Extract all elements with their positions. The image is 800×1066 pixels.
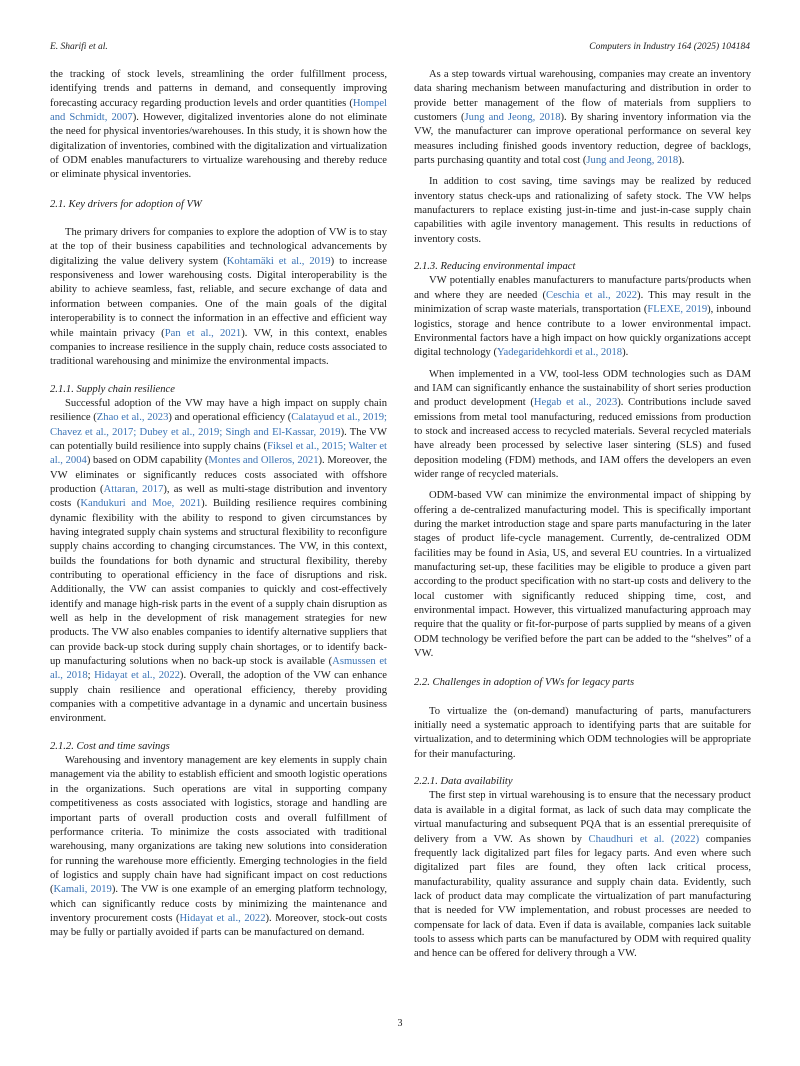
citation-link[interactable]: Hegab et al., 2023 (533, 397, 618, 409)
citation-link[interactable]: Kamali, 2019 (53, 884, 112, 896)
subsection-heading: 2.1.1. Supply chain resilience (50, 383, 175, 395)
section-heading: 2.2. Challenges in adoption of VWs for legacy parts (414, 677, 635, 689)
paragraph: The first step in virtual warehousing is to ensure that the necessary product data is available in a digital format, as lack of such data may complicate the virtual manufacturing and subsequent PQA that is an essential prerequisite of delivery from a VW. As shown by Chaudhuri et al. (2022) companies frequently lack digitalized part files for legacy parts. And even where such digitalized part files are found, they often lack critical process, manufacturability, quality assurance and supply chain data. Evidently, such lack of product data may complicate the virtualization of part manufacturing that is needed for VW implementation, and robust processes are needed to compensate for lack of data. Even if data is available, companies lack suitable tools to assess which parts can be manufactured by ODM with required quality and hence can be offered for delivery through a VW. (414, 790, 752, 960)
paragraph: Successful adoption of the VW may have a high impact on supply chain resilience (Zhao et al., 2023) and operational efficiency (Calatayud et al., 2019; Chavez et al., 2017; Dubey et al., 2019; Singh and El-Kassar, 2019). The VW can potentially build resilience into supply chains (Fiksel et al., 2015; Walter et al., 2004) based on ODM capability (Montes and Olleros, 2021). Moreover, the VW eliminates or significantly reduces costs associated with offshore production (Attaran, 2017), as well as multi-stage distribution and inventory costs (Kandukuri and Moe, 2021). Building resilience requires combining dynamic flexibility with the ability to respond to given circumstances by having integrated supply chain systems and structural flexibility to reconfigure supply chains according to changing circumstances. The VW, in this context, builds the foundations for both dynamic and structural flexibility, thereby contributing to operational efficiency in the face of disruptions and risk. Additionally, the VW can assist companies to quickly and cost-effectively identify and manage high-risk parts in the event of a supply chain disruption as well as help in the development of risk management strategies for new products. The VW also enables companies to identify alternative suppliers that can provide back-up stock during supply chain shortages, or to identify back-up manufacturing solutions when no back-up stock is available (Asmussen et al., 2018; Hidayat et al., 2022). Overall, the adoption of the VW can enhance supply chain resilience and operational efficiency, thereby providing companies with a competitive advantage in a dynamic and uncertain business environment. (50, 397, 388, 725)
paragraph: To virtualize the (on-demand) manufacturing of parts, manufacturers initially need a systematic approach to identifying parts that are suitable for virtualization, and to determining which ODM technologies will be appropriate for their manufacturing. (414, 705, 751, 760)
running-header-authors: E. Sharifi et al. (50, 42, 108, 52)
citation-link[interactable]: Pan et al., 2021 (164, 327, 242, 339)
page-number: 3 (397, 1018, 403, 1029)
paragraph: ODM-based VW can minimize the environmental impact of shipping by offering a de-centralized manufacturing model. This is specifically important during the market introduction stage and spare parts manufacturing in the later stages of product life-cycle management. Currently, de-centralized ODM facilities may be found in Asia, US, and several EU countries. In a virtualized manufacturing set-up, these facilities may be eligible to produce a given part according to the product specification with no start-up costs and delivery to the local customer with significantly reduced shipping time, cost, and environmental impact. However, this virtualized manufacturing approach may require that the quality or fit-for-purpose of parts supplied by means of a given ODM technology be verified before the part can be added to the “shelves” of a VW. (414, 490, 751, 660)
paragraph: The primary drivers for companies to explore the adoption of VW is to stay at the top of their business capabilities and technological advancements by digitalizing the value delivery system (Kohtamäki et al., 2019) to increase responsiveness and lower warehousing costs. Digital interoperability is the ability to achieve seamless, fast, reliable, and secure exchange of data and information between companies. One of the main goals of the digital interoperability is to connect the information in an effective and efficient way while maintain privacy (Pan et al., 2021). VW, in this context, enables companies to increase resilience in the supply chain, reduce costs associated to traditional warehousing and minimize the environmental impacts. (50, 227, 388, 368)
citation-link[interactable]: Fiksel et al., 2015; Walter et al., 2004 (50, 440, 387, 467)
citation-link[interactable]: Kohtamäki et al., 2019 (226, 255, 331, 267)
section-heading: 2.1. Key drivers for adoption of VW (50, 198, 202, 210)
citation-link[interactable]: Asmussen et al., 2018 (50, 656, 388, 682)
citation-link[interactable]: Jung and Jeong, 2018 (586, 155, 679, 167)
paragraph: the tracking of stock levels, streamlining the order fulfillment process, identifying trends and patterns in demand, and consequently improving forecasting accuracy regarding production levels and order quantities (Hompel and Schmidt, 2007). However, digitalized inventories alone do not eliminate the need for physical inventories/warehouses. In this study, it is shown how the digitalization of inventories, combined with the digitalization and virtualization of ODM enables manufacturers to virtualize warehousing and thereby reduce or eliminate physical inventories. (50, 69, 387, 181)
citation-link[interactable]: Chaudhuri et al. (2022) (588, 833, 700, 845)
paragraph: In addition to cost saving, time savings may be realized by reduced inventory status check-ups and rationalizing of safety stock. The VW helps manufacturers to replace existing just-in-time and just-in-case supply chain capabilities with agile inventory management. This results in reductions of inventory costs. (414, 176, 751, 245)
subsection-heading: 2.2.1. Data availability (414, 776, 513, 788)
citation-link[interactable]: Attaran, 2017 (103, 483, 164, 495)
paragraph: When implemented in a VW, tool-less ODM technologies such as DAM and IAM can significantly enhance the sustainability of short series production and product development (Hegab et al., 2023). Contributions include saved emissions from metal tool manufacturing, reduced emissions from production to stock and increased access to recycled materials. Several recycled materials have already been processed by selective laser sintering (SLS) and fused deposition modeling (FDM) methods, and IAM offers the developers an even wider range of recycled materials. (414, 368, 751, 480)
citation-link[interactable]: Hompel and Schmidt, 2007 (50, 97, 387, 124)
citation-link[interactable]: Hidayat et al., 2022 (179, 912, 266, 924)
citation-link[interactable]: FLEXE, 2019 (647, 304, 708, 316)
paragraph: As a step towards virtual warehousing, companies may create an inventory data sharing mechanism between manufacturing and distribution in order to provide better management of the flow of materials from suppliers to customers (Jung and Jeong, 2018). By sharing inventory information via the VW, the manufacturer can improve operational performance on several key measures including finished goods inventory reduction, degree of backlogs, parts purchasing quantity and total cost (Jung and Jeong, 2018). (414, 69, 751, 167)
subsection-heading: 2.1.3. Reducing environmental impact (414, 261, 576, 273)
left-column (50, 68, 387, 948)
citation-link[interactable]: Ceschia et al., 2022 (546, 289, 638, 301)
citation-link[interactable]: Yadegaridehkordi et al., 2018 (496, 347, 623, 359)
citation-link[interactable]: Zhao et al., 2023 (96, 412, 169, 424)
citation-link[interactable]: Kandukuri and Moe, 2021 (80, 498, 202, 510)
running-header-journal: Computers in Industry 164 (2025) 104184 (589, 42, 750, 52)
paragraph: Warehousing and inventory management are key elements in supply chain management via the ability to establish efficient and smooth logistic operations in the organizations. Such operations are vital in supporting company competitiveness as costs associated with logistics, storage and handling are important parts of overall production costs and overall fulfillment of performance criteria. To minimize the costs associated with traditional warehousing, many organizations are taking new solutions into consideration for running the warehouse more efficiently. Emerging technologies in the field of logistics and supply chain have had significant impact on cost reductions (Kamali, 2019). The VW is one example of an emerging platform technology, which can significantly reduce costs by minimizing the maintenance and inventory procurement costs (Hidayat et al., 2022). Moreover, stock-out costs may be fully or partially avoided if parts can be manufactured on demand. (50, 755, 387, 939)
citation-link[interactable]: Montes and Olleros, 2021 (208, 455, 319, 467)
subsection-heading: 2.1.2. Cost and time savings (50, 740, 170, 752)
citation-link[interactable]: Hidayat et al., 2022 (94, 670, 180, 682)
paragraph: VW potentially enables manufacturers to manufacture parts/products when and where they are needed (Ceschia et al., 2022). This may result in the minimization of scrap waste materials, transportation (FLEXE, 2019), inbound logistics, storage and hence contribute to a lower environmental impact. Environmental factors have a high impact on how quickly organizations accept digital technology (Yadegaridehkordi et al., 2018). (414, 275, 751, 359)
right-column (414, 68, 751, 969)
citation-link[interactable]: Calatayud et al., 2019; Chavez et al., 2017; Dubey et al., 2019; Singh and El-Kassar, 2019 (50, 412, 387, 438)
citation-link[interactable]: Jung and Jeong, 2018 (464, 112, 561, 124)
